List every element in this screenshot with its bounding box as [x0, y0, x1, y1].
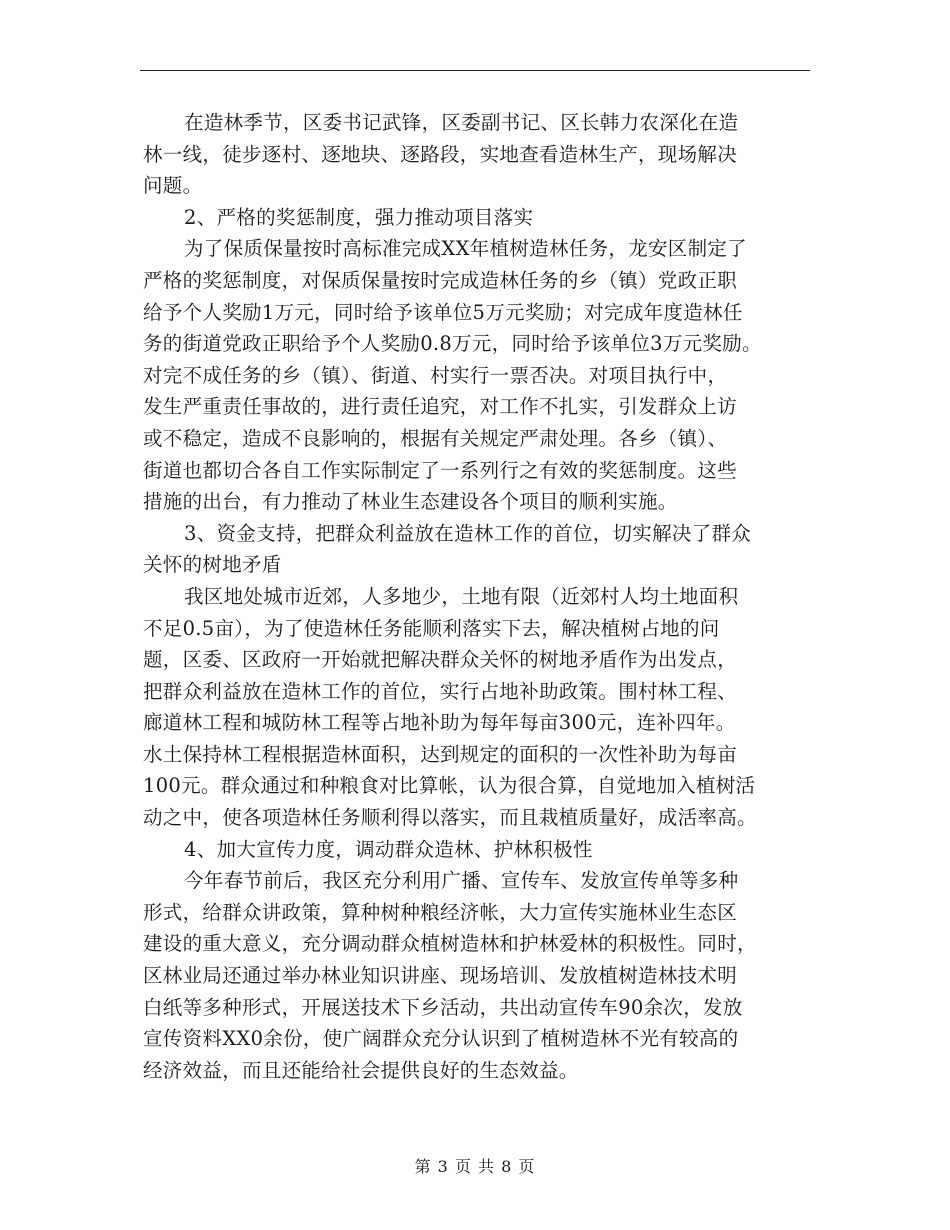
text-line: 经济效益，而且还能给社会提供良好的生态效益。: [143, 1058, 579, 1082]
text-line: 题，区委、区政府一开始就把解决群众关怀的树地矛盾作为出发点，: [143, 648, 738, 672]
text-line: 建设的重大意义，充分调动群众植树造林和护林爱林的积极性。同时，: [143, 932, 757, 956]
text-line: 措施的出台，有力推动了林业生态建设各个项目的顺利实施。: [143, 490, 678, 514]
text-line: 务的街道党政正职给予个人奖励0.8万元，同时给予该单位3万元奖励。: [143, 332, 762, 356]
text-line: 不足0.5亩），为了使造林任务能顺利落实下去，解决植树占地的问: [143, 616, 720, 640]
text-line: 4、加大宣传力度，调动群众造林、护林积极性: [184, 837, 593, 861]
text-line: 我区地处城市近郊，人多地少，土地有限（近郊村人均土地面积: [184, 584, 739, 608]
text-line: 为了保质保量按时高标准完成XX年植树造林任务，龙安区制定了: [184, 237, 747, 261]
text-line: 形式，给群众讲政策，算种树种粮经济帐，大力宣传实施林业生态区: [143, 900, 738, 924]
text-line: 关怀的树地矛盾: [143, 553, 282, 577]
text-line: 动之中，使各项造林任务顺利得以落实，而且栽植质量好，成活率高。: [143, 806, 757, 830]
text-line: 林一线，徒步逐村、逐地块、逐路段，实地查看造林生产，现场解决: [143, 142, 738, 166]
document-body: [143, 107, 815, 1086]
text-line: 白纸等多种形式，开展送技术下乡活动，共出动宣传车90余次，发放: [143, 995, 743, 1019]
text-line: 发生严重责任事故的，进行责任追究，对工作不扎实，引发群众上访: [143, 395, 738, 419]
text-line: 水土保持林工程根据造林面积，达到规定的面积的一次性补助为每亩: [143, 742, 738, 766]
text-line: 问题。: [143, 174, 203, 198]
text-line: 对完不成任务的乡（镇）、街道、村实行一票否决。对项目执行中，: [143, 363, 728, 387]
text-line: 宣传资料XX0余份，使广阔群众充分认识到了植树造林不光有较高的: [143, 1027, 739, 1051]
text-line: 今年春节前后，我区充分利用广播、宣传车、发放宣传单等多种: [184, 869, 739, 893]
text-line: 在造林季节，区委书记武锋，区委副书记、区长韩力农深化在造: [184, 111, 739, 134]
text-line: 给予个人奖励1万元，同时给予该单位5万元奖励；对完成年度造林任: [143, 300, 743, 324]
text-line: 街道也都切合各自工作实际制定了一系列行之有效的奖惩制度。这些: [143, 458, 738, 482]
text-line: 把群众利益放在造林工作的首位，实行占地补助政策。围村林工程、: [143, 679, 738, 703]
text-line: 2、严格的奖惩制度，强力推动项目落实: [184, 205, 534, 229]
text-line: 严格的奖惩制度，对保质保量按时完成造林任务的乡（镇）党政正职: [143, 268, 738, 292]
text-line: 或不稳定，造成不良影响的，根据有关规定严肃处理。各乡（镇）、: [143, 426, 728, 450]
text-line: 廊道林工程和城防林工程等占地补助为每年每亩300元，连补四年。: [143, 711, 736, 735]
text-line: 100元。群众通过和种粮食对比算帐，认为很合算，自觉地加入植树活: [143, 774, 756, 798]
header-rule: [140, 70, 810, 71]
page-footer: 第 3 页 共 8 页: [414, 1157, 536, 1176]
text-line: 3、资金支持，把群众利益放在造林工作的首位，切实解决了群众: [184, 521, 752, 545]
text-line: 区林业局还通过举办林业知识讲座、现场培训、发放植树造林技术明: [143, 964, 738, 988]
